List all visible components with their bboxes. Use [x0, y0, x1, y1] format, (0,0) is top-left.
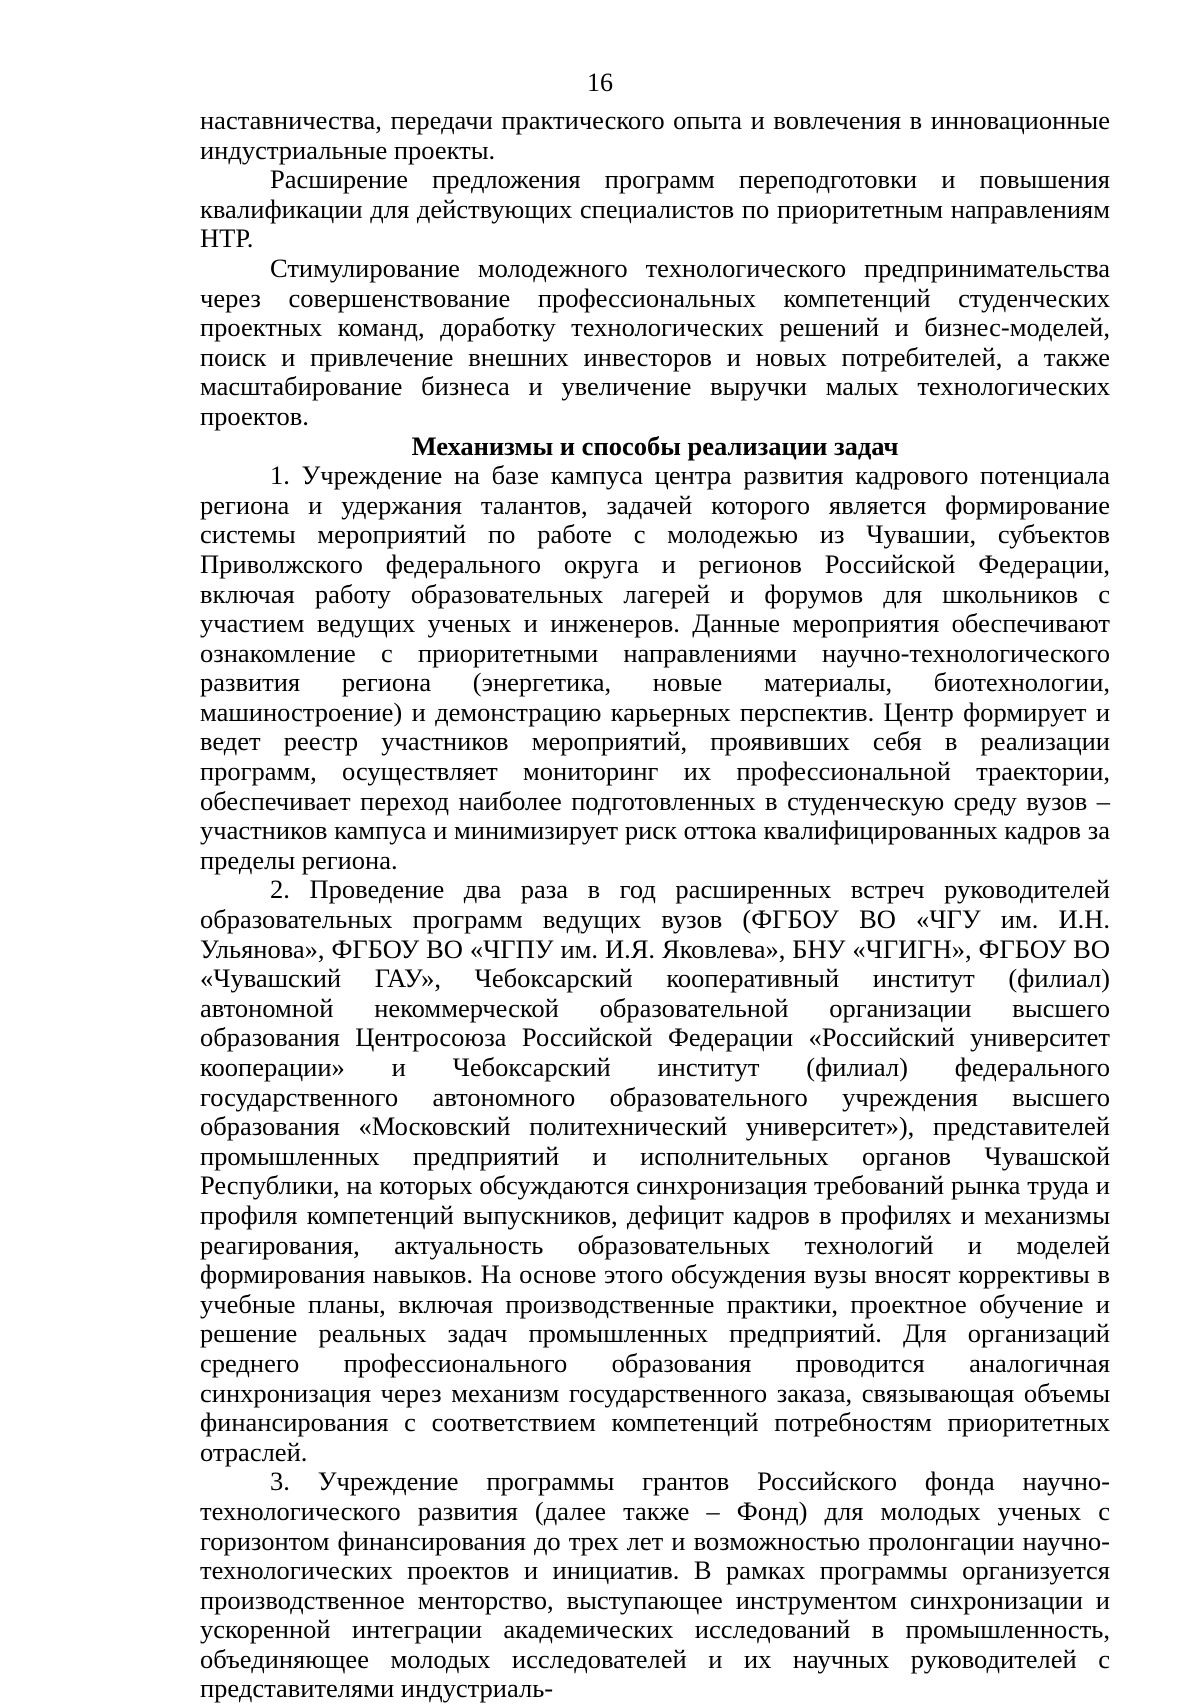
paragraph-retraining: Расширение предложения программ переподготовки и повышения квалификации для действующих специалистов по приоритетным направлениям НТР. — [200, 164, 1110, 254]
paragraph-continuation: наставничества, передачи практического опыта и вовлечения в инновационные индустриальные проекты. — [200, 105, 1110, 165]
list-item-3: 3. Учреждение программы грантов Российского фонда научно-технологического развития (далее также – Фонд) для молодых ученых с горизонтом финансирования до трех лет и возможностью пролонгации научно-технологических проектов и инициатив. В рамках программы организуется производственное менторство, выступающее инструментом синхронизации и ускоренной интеграции академических исследований в промышленность, объединяющее молодых исследователей и их научных руководителей с представителями индустриаль- — [200, 1466, 1110, 1704]
document-body — [200, 106, 1110, 1704]
page-number: 16 — [587, 68, 613, 97]
list-item-2: 2. Проведение два раза в год расширенных встреч руководителей образовательных программ ведущих вузов (ФГБОУ ВО «ЧГУ им. И.Н. Ульянова», ФГБОУ ВО «ЧГПУ им. И.Я. Яковлева», БНУ «ЧГИГН», ФГБОУ ВО «Чувашский ГАУ», Чебоксарский кооперативный институт (филиал) автономной некоммерческой образовательной организации высшего образования Центросоюза Российской Федерации «Российский университет кооперации» и Чебоксарский институт (филиал) федерального государственного автономного образовательного учреждения высшего образования «Московский политехнический университет»), представителей промышленных предприятий и исполнительных органов Чувашской Республики, на которых обсуждаются синхронизация требований рынка труда и профиля компетенций выпускников, дефицит кадров в профилях и механизмы реагирования, актуальность образовательных технологий и моделей формирования навыков. На основе этого обсуждения вузы вносят коррективы в учебные планы, включая производственные практики, проектное обучение и решение реальных задач промышленных предприятий. Для организаций среднего профессионального образования проводится аналогичная синхронизация через механизм государственного заказа, связывающая объемы финансирования с соответствием компетенций потребностям приоритетных отраслей. — [200, 874, 1110, 1467]
paragraph-entrepreneurship: Стимулирование молодежного технологического предпринимательства через совершенствование профессиональных компетенций студенческих проектных команд, доработку технологических решений и бизнес-моделей, поиск и привлечение внешних инвесторов и новых потребителей, а также масштабирование бизнеса и увеличение выручки малых технологических проектов. — [200, 252, 1110, 431]
list-item-1: 1. Учреждение на базе кампуса центра развития кадрового потенциала региона и удержания талантов, задачей которого является формирование системы мероприятий по работе с молодежью из Чувашии, субъектов Приволжского федерального округа и регионов Российской Федерации, включая работу образовательных лагерей и форумов для школьников с участием ведущих ученых и инженеров. Данные мероприятия обеспечивают ознакомление с приоритетными направлениями научно-технологического развития региона (энергетика, новые материалы, биотехнологии, машиностроение) и демонстрацию карьерных перспектив. Центр формирует и ведет реестр участников мероприятий, проявивших себя в реализации программ, осуществляет мониторинг их профессиональной траектории, обеспечивает переход наиболее подготовленных в студенческую среду вузов – участников кампуса и минимизирует риск оттока квалифицированных кадров за пределы региона. — [200, 460, 1110, 875]
section-heading: Механизмы и способы реализации задач — [411, 430, 899, 461]
